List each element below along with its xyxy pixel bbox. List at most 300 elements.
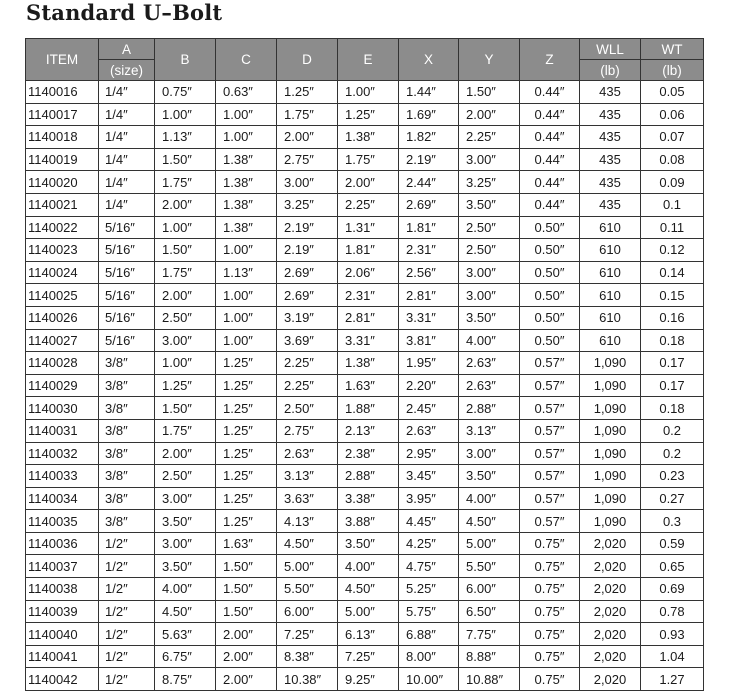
- cell-item: 1140027: [26, 329, 99, 352]
- cell-d: 1.75″: [277, 103, 338, 126]
- cell-b: 2.00″: [155, 442, 216, 465]
- cell-e: 3.31″: [338, 329, 399, 352]
- cell-y: 2.00″: [459, 103, 520, 126]
- cell-z: 0.57″: [520, 374, 580, 397]
- cell-x: 2.63″: [399, 419, 459, 442]
- cell-a: 1/2″: [99, 555, 155, 578]
- cell-wt: 0.65: [641, 555, 704, 578]
- header-x: X: [399, 39, 459, 81]
- cell-z: 0.75″: [520, 623, 580, 646]
- cell-y: 3.25″: [459, 171, 520, 194]
- cell-wt: 0.17: [641, 352, 704, 375]
- cell-b: 1.00″: [155, 352, 216, 375]
- cell-item: 1140019: [26, 148, 99, 171]
- cell-y: 3.00″: [459, 284, 520, 307]
- cell-c: 1.00″: [216, 329, 277, 352]
- cell-item: 1140021: [26, 193, 99, 216]
- cell-c: 1.38″: [216, 171, 277, 194]
- cell-x: 8.00″: [399, 645, 459, 668]
- cell-item: 1140037: [26, 555, 99, 578]
- table-row: [26, 126, 704, 149]
- cell-y: 3.00″: [459, 148, 520, 171]
- cell-b: 2.00″: [155, 284, 216, 307]
- cell-a: 5/16″: [99, 329, 155, 352]
- cell-c: 1.25″: [216, 465, 277, 488]
- cell-wt: 0.09: [641, 171, 704, 194]
- cell-y: 3.13″: [459, 419, 520, 442]
- table-row: [26, 397, 704, 420]
- cell-x: 1.81″: [399, 216, 459, 239]
- cell-b: 6.75″: [155, 645, 216, 668]
- cell-y: 3.00″: [459, 261, 520, 284]
- cell-a: 3/8″: [99, 487, 155, 510]
- cell-y: 2.25″: [459, 126, 520, 149]
- cell-e: 4.50″: [338, 578, 399, 601]
- cell-e: 2.81″: [338, 306, 399, 329]
- cell-c: 1.38″: [216, 193, 277, 216]
- cell-b: 3.50″: [155, 510, 216, 533]
- cell-wt: 0.27: [641, 487, 704, 510]
- cell-wll: 2,020: [580, 532, 641, 555]
- cell-e: 1.63″: [338, 374, 399, 397]
- cell-d: 3.63″: [277, 487, 338, 510]
- cell-b: 4.50″: [155, 600, 216, 623]
- cell-wll: 2,020: [580, 555, 641, 578]
- cell-e: 2.13″: [338, 419, 399, 442]
- cell-item: 1140016: [26, 81, 99, 104]
- table-row: [26, 239, 704, 262]
- cell-y: 2.63″: [459, 352, 520, 375]
- cell-c: 2.00″: [216, 645, 277, 668]
- cell-b: 1.00″: [155, 103, 216, 126]
- cell-item: 1140032: [26, 442, 99, 465]
- cell-a: 3/8″: [99, 397, 155, 420]
- table-row: [26, 261, 704, 284]
- cell-b: 3.00″: [155, 532, 216, 555]
- cell-a: 1/2″: [99, 578, 155, 601]
- cell-wll: 435: [580, 103, 641, 126]
- cell-b: 2.00″: [155, 193, 216, 216]
- cell-a: 1/4″: [99, 126, 155, 149]
- cell-a: 5/16″: [99, 239, 155, 262]
- cell-a: 1/4″: [99, 81, 155, 104]
- cell-wll: 610: [580, 216, 641, 239]
- cell-z: 0.57″: [520, 465, 580, 488]
- table-row: [26, 352, 704, 375]
- header-wll: WLL: [580, 39, 641, 60]
- cell-y: 4.00″: [459, 329, 520, 352]
- cell-e: 2.38″: [338, 442, 399, 465]
- cell-c: 1.38″: [216, 148, 277, 171]
- header-z: Z: [520, 39, 580, 81]
- table-row: [26, 103, 704, 126]
- cell-item: 1140039: [26, 600, 99, 623]
- cell-y: 5.00″: [459, 532, 520, 555]
- cell-e: 1.00″: [338, 81, 399, 104]
- cell-x: 5.25″: [399, 578, 459, 601]
- cell-item: 1140018: [26, 126, 99, 149]
- cell-a: 1/4″: [99, 193, 155, 216]
- cell-c: 1.25″: [216, 487, 277, 510]
- cell-x: 2.69″: [399, 193, 459, 216]
- cell-wt: 0.11: [641, 216, 704, 239]
- cell-e: 2.06″: [338, 261, 399, 284]
- cell-wt: 0.16: [641, 306, 704, 329]
- cell-d: 4.50″: [277, 532, 338, 555]
- cell-c: 1.38″: [216, 216, 277, 239]
- cell-x: 1.44″: [399, 81, 459, 104]
- cell-z: 0.75″: [520, 578, 580, 601]
- cell-item: 1140035: [26, 510, 99, 533]
- cell-wt: 0.15: [641, 284, 704, 307]
- cell-z: 0.57″: [520, 510, 580, 533]
- cell-a: 1/4″: [99, 148, 155, 171]
- cell-item: 1140030: [26, 397, 99, 420]
- cell-x: 2.95″: [399, 442, 459, 465]
- cell-a: 1/4″: [99, 103, 155, 126]
- cell-item: 1140024: [26, 261, 99, 284]
- cell-wll: 1,090: [580, 397, 641, 420]
- cell-b: 5.63″: [155, 623, 216, 646]
- cell-a: 5/16″: [99, 216, 155, 239]
- cell-z: 0.44″: [520, 171, 580, 194]
- table-row: [26, 645, 704, 668]
- cell-x: 2.81″: [399, 284, 459, 307]
- cell-b: 3.00″: [155, 329, 216, 352]
- cell-c: 1.25″: [216, 352, 277, 375]
- cell-a: 5/16″: [99, 284, 155, 307]
- cell-d: 2.69″: [277, 261, 338, 284]
- header-b: B: [155, 39, 216, 81]
- cell-wt: 0.06: [641, 103, 704, 126]
- table-row: [26, 510, 704, 533]
- cell-wt: 0.12: [641, 239, 704, 262]
- cell-d: 3.13″: [277, 465, 338, 488]
- cell-item: 1140029: [26, 374, 99, 397]
- cell-e: 2.00″: [338, 171, 399, 194]
- cell-c: 1.00″: [216, 306, 277, 329]
- cell-c: 1.25″: [216, 510, 277, 533]
- cell-wt: 0.17: [641, 374, 704, 397]
- table-row: [26, 442, 704, 465]
- cell-a: 3/8″: [99, 510, 155, 533]
- table-row: [26, 532, 704, 555]
- cell-a: 5/16″: [99, 261, 155, 284]
- cell-y: 3.50″: [459, 465, 520, 488]
- cell-x: 2.44″: [399, 171, 459, 194]
- cell-item: 1140023: [26, 239, 99, 262]
- cell-x: 2.19″: [399, 148, 459, 171]
- cell-e: 3.50″: [338, 532, 399, 555]
- cell-wt: 0.93: [641, 623, 704, 646]
- cell-e: 1.81″: [338, 239, 399, 262]
- cell-y: 2.50″: [459, 239, 520, 262]
- cell-wt: 0.05: [641, 81, 704, 104]
- cell-wll: 1,090: [580, 510, 641, 533]
- cell-z: 0.44″: [520, 81, 580, 104]
- cell-wll: 2,020: [580, 600, 641, 623]
- cell-e: 4.00″: [338, 555, 399, 578]
- cell-z: 0.57″: [520, 442, 580, 465]
- cell-z: 0.50″: [520, 216, 580, 239]
- cell-d: 2.19″: [277, 239, 338, 262]
- cell-item: 1140031: [26, 419, 99, 442]
- cell-d: 3.19″: [277, 306, 338, 329]
- cell-b: 1.75″: [155, 171, 216, 194]
- cell-a: 1/2″: [99, 532, 155, 555]
- cell-d: 8.38″: [277, 645, 338, 668]
- header-c: C: [216, 39, 277, 81]
- cell-b: 1.00″: [155, 216, 216, 239]
- cell-x: 4.75″: [399, 555, 459, 578]
- cell-wll: 1,090: [580, 442, 641, 465]
- table-row: [26, 306, 704, 329]
- table-row: [26, 668, 704, 691]
- table-row: [26, 578, 704, 601]
- table-row: [26, 148, 704, 171]
- cell-wt: 1.04: [641, 645, 704, 668]
- cell-d: 3.00″: [277, 171, 338, 194]
- cell-c: 2.00″: [216, 668, 277, 691]
- cell-wll: 435: [580, 193, 641, 216]
- cell-wt: 0.3: [641, 510, 704, 533]
- table-body: [26, 81, 704, 691]
- cell-z: 0.75″: [520, 600, 580, 623]
- cell-wt: 0.23: [641, 465, 704, 488]
- cell-item: 1140042: [26, 668, 99, 691]
- cell-wll: 1,090: [580, 487, 641, 510]
- cell-x: 4.45″: [399, 510, 459, 533]
- cell-x: 2.56″: [399, 261, 459, 284]
- cell-b: 2.50″: [155, 465, 216, 488]
- cell-b: 3.50″: [155, 555, 216, 578]
- cell-d: 7.25″: [277, 623, 338, 646]
- cell-d: 6.00″: [277, 600, 338, 623]
- cell-z: 0.50″: [520, 284, 580, 307]
- cell-wt: 0.69: [641, 578, 704, 601]
- cell-d: 2.25″: [277, 374, 338, 397]
- table-row: [26, 284, 704, 307]
- cell-x: 5.75″: [399, 600, 459, 623]
- cell-c: 1.25″: [216, 397, 277, 420]
- cell-wll: 1,090: [580, 465, 641, 488]
- cell-c: 1.00″: [216, 284, 277, 307]
- cell-wll: 2,020: [580, 623, 641, 646]
- table-row: [26, 329, 704, 352]
- cell-e: 3.88″: [338, 510, 399, 533]
- cell-wll: 2,020: [580, 668, 641, 691]
- cell-c: 1.25″: [216, 442, 277, 465]
- cell-c: 1.50″: [216, 555, 277, 578]
- cell-b: 0.75″: [155, 81, 216, 104]
- cell-c: 1.50″: [216, 600, 277, 623]
- cell-b: 1.75″: [155, 419, 216, 442]
- cell-y: 4.50″: [459, 510, 520, 533]
- cell-item: 1140041: [26, 645, 99, 668]
- table-row: [26, 81, 704, 104]
- table-row: [26, 487, 704, 510]
- cell-a: 3/8″: [99, 465, 155, 488]
- header-wll-sub: (lb): [580, 60, 641, 81]
- cell-b: 1.50″: [155, 397, 216, 420]
- cell-item: 1140020: [26, 171, 99, 194]
- header-wt-sub: (lb): [641, 60, 704, 81]
- cell-y: 3.50″: [459, 306, 520, 329]
- cell-b: 8.75″: [155, 668, 216, 691]
- cell-b: 3.00″: [155, 487, 216, 510]
- cell-wt: 0.14: [641, 261, 704, 284]
- u-bolt-spec-table: [25, 38, 704, 691]
- cell-d: 2.50″: [277, 397, 338, 420]
- cell-a: 1/2″: [99, 623, 155, 646]
- table-row: [26, 419, 704, 442]
- cell-wt: 0.08: [641, 148, 704, 171]
- cell-x: 6.88″: [399, 623, 459, 646]
- cell-a: 3/8″: [99, 374, 155, 397]
- cell-wt: 1.27: [641, 668, 704, 691]
- cell-y: 1.50″: [459, 81, 520, 104]
- cell-y: 2.50″: [459, 216, 520, 239]
- cell-y: 3.50″: [459, 193, 520, 216]
- cell-y: 2.88″: [459, 397, 520, 420]
- table-row: [26, 600, 704, 623]
- header-a: A: [99, 39, 155, 60]
- cell-wll: 435: [580, 81, 641, 104]
- cell-d: 2.00″: [277, 126, 338, 149]
- cell-wll: 610: [580, 284, 641, 307]
- cell-y: 3.00″: [459, 442, 520, 465]
- cell-c: 1.00″: [216, 239, 277, 262]
- cell-e: 2.31″: [338, 284, 399, 307]
- cell-a: 5/16″: [99, 306, 155, 329]
- cell-a: 1/2″: [99, 600, 155, 623]
- table-row: [26, 193, 704, 216]
- cell-a: 3/8″: [99, 352, 155, 375]
- cell-wll: 610: [580, 261, 641, 284]
- cell-c: 2.00″: [216, 623, 277, 646]
- cell-b: 1.50″: [155, 148, 216, 171]
- cell-c: 1.00″: [216, 126, 277, 149]
- cell-wt: 0.18: [641, 329, 704, 352]
- cell-e: 5.00″: [338, 600, 399, 623]
- cell-c: 1.00″: [216, 103, 277, 126]
- header-e: E: [338, 39, 399, 81]
- cell-a: 1/4″: [99, 171, 155, 194]
- table-row: [26, 555, 704, 578]
- table-row: [26, 216, 704, 239]
- cell-z: 0.75″: [520, 532, 580, 555]
- cell-d: 3.25″: [277, 193, 338, 216]
- cell-y: 6.00″: [459, 578, 520, 601]
- cell-e: 6.13″: [338, 623, 399, 646]
- cell-x: 3.45″: [399, 465, 459, 488]
- cell-c: 1.25″: [216, 419, 277, 442]
- cell-d: 2.69″: [277, 284, 338, 307]
- cell-y: 7.75″: [459, 623, 520, 646]
- cell-wll: 2,020: [580, 578, 641, 601]
- table-row: [26, 374, 704, 397]
- cell-d: 5.50″: [277, 578, 338, 601]
- cell-wll: 435: [580, 126, 641, 149]
- cell-z: 0.57″: [520, 419, 580, 442]
- cell-wll: 1,090: [580, 352, 641, 375]
- cell-d: 2.25″: [277, 352, 338, 375]
- cell-c: 1.25″: [216, 374, 277, 397]
- cell-wt: 0.07: [641, 126, 704, 149]
- cell-d: 3.69″: [277, 329, 338, 352]
- cell-item: 1140017: [26, 103, 99, 126]
- cell-z: 0.44″: [520, 126, 580, 149]
- cell-y: 4.00″: [459, 487, 520, 510]
- cell-b: 1.13″: [155, 126, 216, 149]
- cell-e: 2.88″: [338, 465, 399, 488]
- cell-b: 1.75″: [155, 261, 216, 284]
- cell-y: 8.88″: [459, 645, 520, 668]
- cell-e: 9.25″: [338, 668, 399, 691]
- cell-x: 10.00″: [399, 668, 459, 691]
- cell-e: 2.25″: [338, 193, 399, 216]
- cell-d: 10.38″: [277, 668, 338, 691]
- cell-wt: 0.2: [641, 442, 704, 465]
- cell-x: 2.45″: [399, 397, 459, 420]
- table-row: [26, 465, 704, 488]
- cell-c: 1.13″: [216, 261, 277, 284]
- cell-x: 1.82″: [399, 126, 459, 149]
- table-header: [26, 39, 704, 81]
- header-item: ITEM: [26, 39, 99, 81]
- cell-x: 2.31″: [399, 239, 459, 262]
- cell-d: 2.19″: [277, 216, 338, 239]
- cell-y: 5.50″: [459, 555, 520, 578]
- cell-z: 0.75″: [520, 645, 580, 668]
- cell-y: 2.63″: [459, 374, 520, 397]
- cell-item: 1140038: [26, 578, 99, 601]
- cell-z: 0.50″: [520, 261, 580, 284]
- cell-y: 6.50″: [459, 600, 520, 623]
- cell-item: 1140025: [26, 284, 99, 307]
- cell-b: 1.50″: [155, 239, 216, 262]
- cell-z: 0.44″: [520, 148, 580, 171]
- cell-z: 0.57″: [520, 352, 580, 375]
- cell-d: 1.25″: [277, 81, 338, 104]
- cell-e: 1.31″: [338, 216, 399, 239]
- cell-item: 1140022: [26, 216, 99, 239]
- cell-x: 3.81″: [399, 329, 459, 352]
- cell-x: 3.31″: [399, 306, 459, 329]
- cell-wll: 610: [580, 239, 641, 262]
- cell-wll: 435: [580, 148, 641, 171]
- cell-wt: 0.18: [641, 397, 704, 420]
- cell-d: 2.75″: [277, 148, 338, 171]
- cell-b: 1.25″: [155, 374, 216, 397]
- cell-item: 1140028: [26, 352, 99, 375]
- cell-y: 10.88″: [459, 668, 520, 691]
- cell-a: 3/8″: [99, 442, 155, 465]
- cell-x: 1.69″: [399, 103, 459, 126]
- cell-a: 1/2″: [99, 668, 155, 691]
- header-a-sub: (size): [99, 60, 155, 81]
- cell-z: 0.75″: [520, 668, 580, 691]
- header-wt: WT: [641, 39, 704, 60]
- table-row: [26, 623, 704, 646]
- cell-c: 1.63″: [216, 532, 277, 555]
- cell-b: 2.50″: [155, 306, 216, 329]
- cell-x: 4.25″: [399, 532, 459, 555]
- cell-e: 1.25″: [338, 103, 399, 126]
- cell-wt: 0.78: [641, 600, 704, 623]
- cell-wll: 1,090: [580, 419, 641, 442]
- cell-d: 2.63″: [277, 442, 338, 465]
